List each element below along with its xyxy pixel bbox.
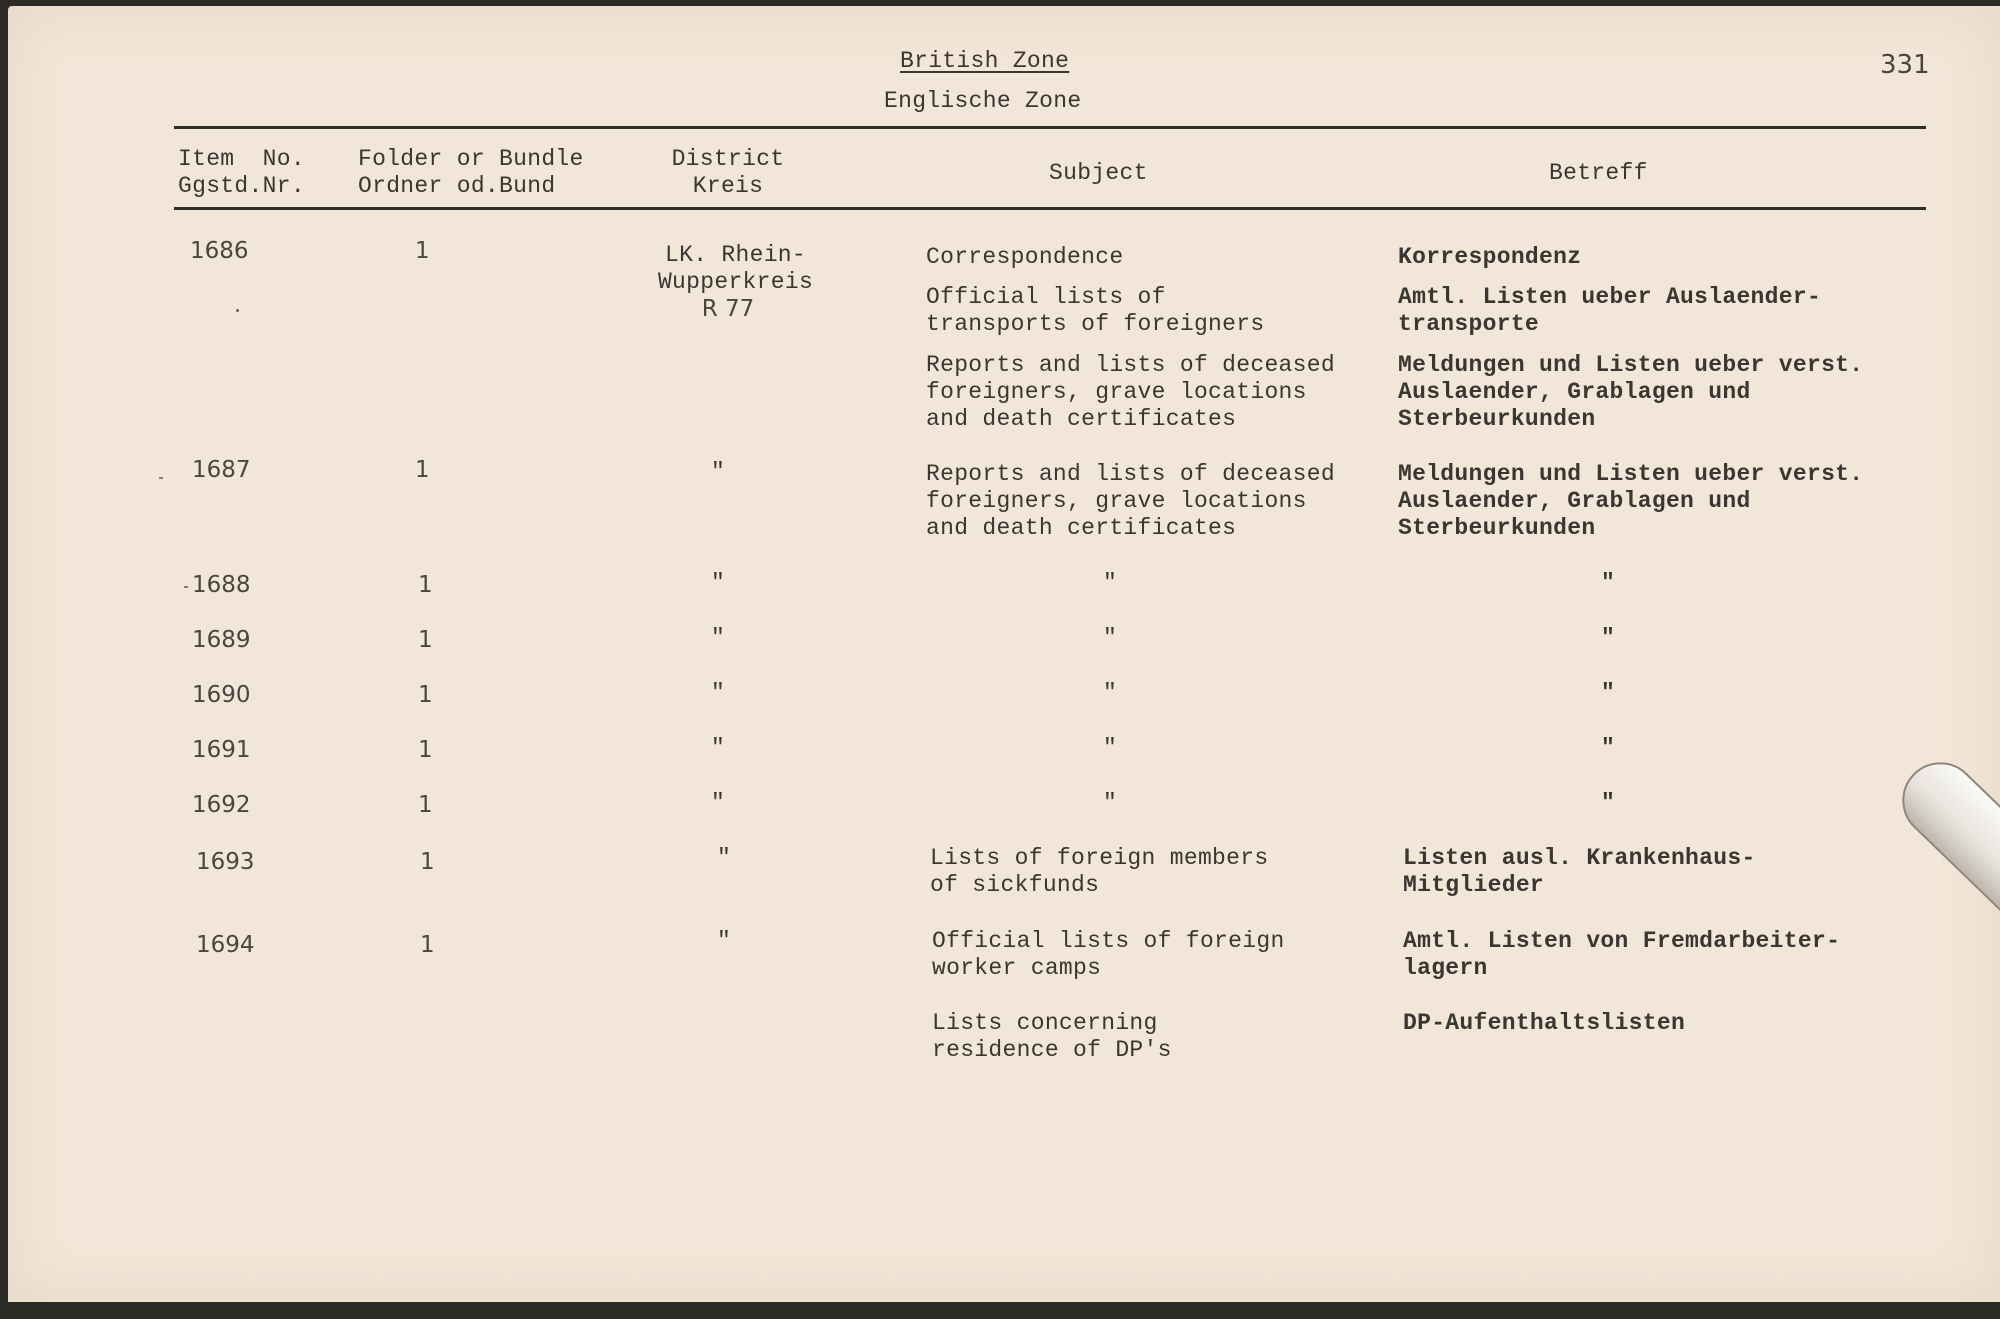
betreff-line: Amtl. Listen ueber Auslaender- — [1398, 284, 1822, 310]
subject-line: worker camps — [932, 955, 1102, 981]
item-number: 1692 — [192, 792, 251, 818]
header-district-en: District — [671, 146, 785, 172]
betreff-ditto: " — [1600, 790, 1616, 816]
subject-line: foreigners, grave locations — [926, 379, 1307, 405]
ink-speck — [159, 477, 163, 479]
subject-line: Official lists of — [926, 284, 1166, 310]
subject-line: foreigners, grave locations — [926, 488, 1307, 514]
subject-line: Official lists of foreign — [932, 928, 1285, 954]
item-number: 1694 — [196, 932, 255, 958]
district-code: R 77 — [701, 296, 755, 322]
betreff-line: Sterbeurkunden — [1398, 406, 1596, 432]
header-bottom-rule — [174, 207, 1926, 210]
betreff-line: DP-Aufenthaltslisten — [1403, 1010, 1686, 1036]
folder-count: 1 — [415, 457, 430, 483]
district-line: Wupperkreis — [657, 269, 814, 295]
page-number: 331 — [1880, 50, 1930, 80]
betreff-line: Listen ausl. Krankenhaus- — [1403, 845, 1756, 871]
header-top-rule — [174, 126, 1926, 129]
betreff-line: Mitglieder — [1403, 872, 1545, 898]
subject-ditto: " — [1102, 625, 1118, 651]
header-district-de: Kreis — [692, 173, 764, 199]
betreff-line: Meldungen und Listen ueber verst. — [1398, 352, 1864, 378]
district-ditto: " — [710, 735, 726, 761]
subject-line: and death certificates — [926, 406, 1237, 432]
subject-line: Lists of foreign members — [930, 845, 1269, 871]
betreff-line: Auslaender, Grablagen und — [1398, 488, 1751, 514]
item-number: 1689 — [192, 627, 251, 653]
betreff-line: Meldungen und Listen ueber verst. — [1398, 461, 1864, 487]
subject-ditto: " — [1102, 790, 1118, 816]
item-number: 1686 — [190, 238, 249, 264]
subject-line: residence of DP's — [932, 1037, 1172, 1063]
folder-count: 1 — [418, 572, 433, 598]
item-number: 1690 — [192, 682, 251, 708]
folder-count: 1 — [418, 682, 433, 708]
betreff-line: Amtl. Listen von Fremdarbeiter- — [1403, 928, 1841, 954]
document-page — [8, 6, 2000, 1302]
subject-line: transports of foreigners — [926, 311, 1265, 337]
folder-count: 1 — [415, 238, 430, 264]
betreff-ditto: " — [1600, 735, 1616, 761]
district-ditto: " — [710, 459, 726, 485]
zone-title-german: Englische Zone — [884, 88, 1082, 114]
subject-ditto: " — [1102, 680, 1118, 706]
subject-line: Reports and lists of deceased — [926, 352, 1335, 378]
folder-count: 1 — [418, 792, 433, 818]
item-number: 1688 — [192, 572, 251, 598]
betreff-line: transporte — [1398, 311, 1540, 337]
header-folder-en: Folder or Bundle — [358, 146, 584, 172]
betreff-line: Korrespondenz — [1398, 244, 1582, 270]
district-ditto: " — [710, 625, 726, 651]
item-number: 1693 — [196, 849, 255, 875]
betreff-line: Sterbeurkunden — [1398, 515, 1596, 541]
pen-tip-photo-artifact — [1887, 747, 2000, 936]
district-ditto: " — [710, 790, 726, 816]
folder-count: 1 — [420, 849, 435, 875]
header-folder-de: Ordner od.Bund — [358, 173, 556, 199]
subject-line: Correspondence — [926, 244, 1124, 270]
ink-speck — [184, 586, 188, 588]
district-ditto: " — [710, 680, 726, 706]
folder-count: 1 — [418, 737, 433, 763]
subject-line: of sickfunds — [930, 872, 1100, 898]
district-ditto: " — [710, 570, 726, 596]
header-item-de: Ggstd.Nr. — [178, 173, 305, 199]
district-ditto: " — [716, 845, 732, 871]
subject-ditto: " — [1102, 735, 1118, 761]
header-betreff: Betreff — [1549, 160, 1648, 186]
header-subject: Subject — [1049, 160, 1148, 186]
ink-speck — [236, 309, 239, 312]
zone-title-english: British Zone — [900, 48, 1070, 74]
item-number: 1687 — [192, 457, 251, 483]
district-ditto: " — [716, 928, 732, 954]
item-number: 1691 — [192, 737, 251, 763]
betreff-ditto: " — [1600, 680, 1616, 706]
scanner-bottom-edge — [0, 1302, 2000, 1319]
betreff-line: lagern — [1403, 955, 1488, 981]
betreff-line: Auslaender, Grablagen und — [1398, 379, 1751, 405]
subject-ditto: " — [1102, 570, 1118, 596]
subject-line: Lists concerning — [932, 1010, 1158, 1036]
betreff-ditto: " — [1600, 625, 1616, 651]
subject-line: Reports and lists of deceased — [926, 461, 1335, 487]
district-line: LK. Rhein- — [664, 242, 807, 268]
subject-line: and death certificates — [926, 515, 1237, 541]
folder-count: 1 — [418, 627, 433, 653]
betreff-ditto: " — [1600, 570, 1616, 596]
folder-count: 1 — [420, 932, 435, 958]
header-item-en: Item No. — [178, 146, 305, 172]
